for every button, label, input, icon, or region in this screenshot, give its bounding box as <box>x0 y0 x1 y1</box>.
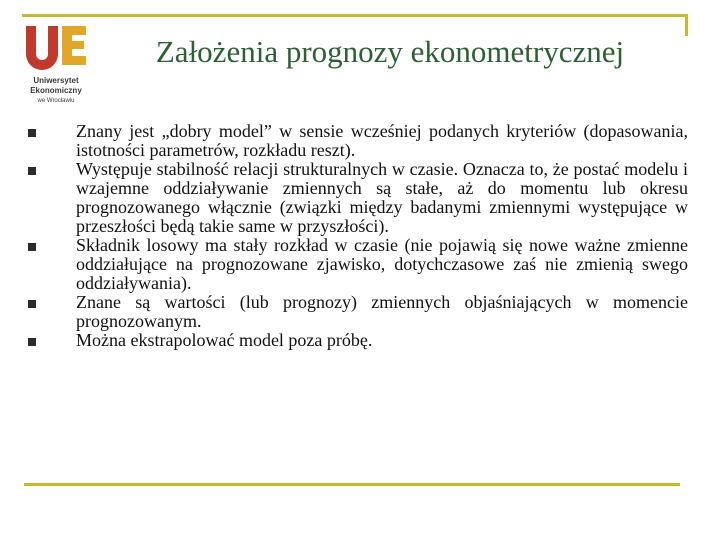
bullet-text: Składnik losowy ma stały rozkład w czasie (nie pojawią się nowe ważne zmienne oddziałujące na prognozowane zjawisko, dotychczasowe zaś nie zmienią swego oddziaływania). <box>76 235 688 293</box>
square-bullet-icon <box>28 300 36 308</box>
bullet-item <box>24 293 688 331</box>
bullet-text: Znane są wartości (lub prognozy) zmiennych objaśniających w momencie prognozowanym. <box>76 292 688 331</box>
logo-line-1: Uniwersytet <box>33 76 79 85</box>
bottom-divider <box>24 483 680 486</box>
logo-line-3: we Wrocławiu <box>37 98 75 104</box>
bullet-text: Można ekstrapolować model poza próbę. <box>76 330 373 350</box>
bullet-item <box>24 122 688 160</box>
square-bullet-icon <box>28 167 36 175</box>
bullet-item <box>24 331 688 350</box>
square-bullet-icon <box>28 338 36 346</box>
slide-title: Założenia prognozy ekonometrycznej <box>155 34 625 69</box>
top-divider <box>22 14 688 17</box>
square-bullet-icon <box>28 129 36 137</box>
university-logo <box>22 20 90 112</box>
ue-logo-icon <box>22 20 90 76</box>
bullet-text: Występuje stabilność relacji strukturalnych w czasie. Oznacza to, że postać modelu i wzajemne oddziaływanie zmiennych są stałe, aż do momentu lub okresu prognozowanego włącznie (związki między badanymi zmiennymi występujące w przeszłości będą takie same w przyszłości). <box>76 159 688 236</box>
bullet-list <box>24 122 688 350</box>
bullet-item <box>24 236 688 293</box>
bullet-item <box>24 160 688 236</box>
logo-line-2: Ekonomiczny <box>30 86 82 95</box>
bullet-text: Znany jest „dobry model” w sensie wcześniej podanych kryteriów (dopasowania, istotności parametrów, rozkładu reszt). <box>76 121 688 160</box>
square-bullet-icon <box>28 243 36 251</box>
